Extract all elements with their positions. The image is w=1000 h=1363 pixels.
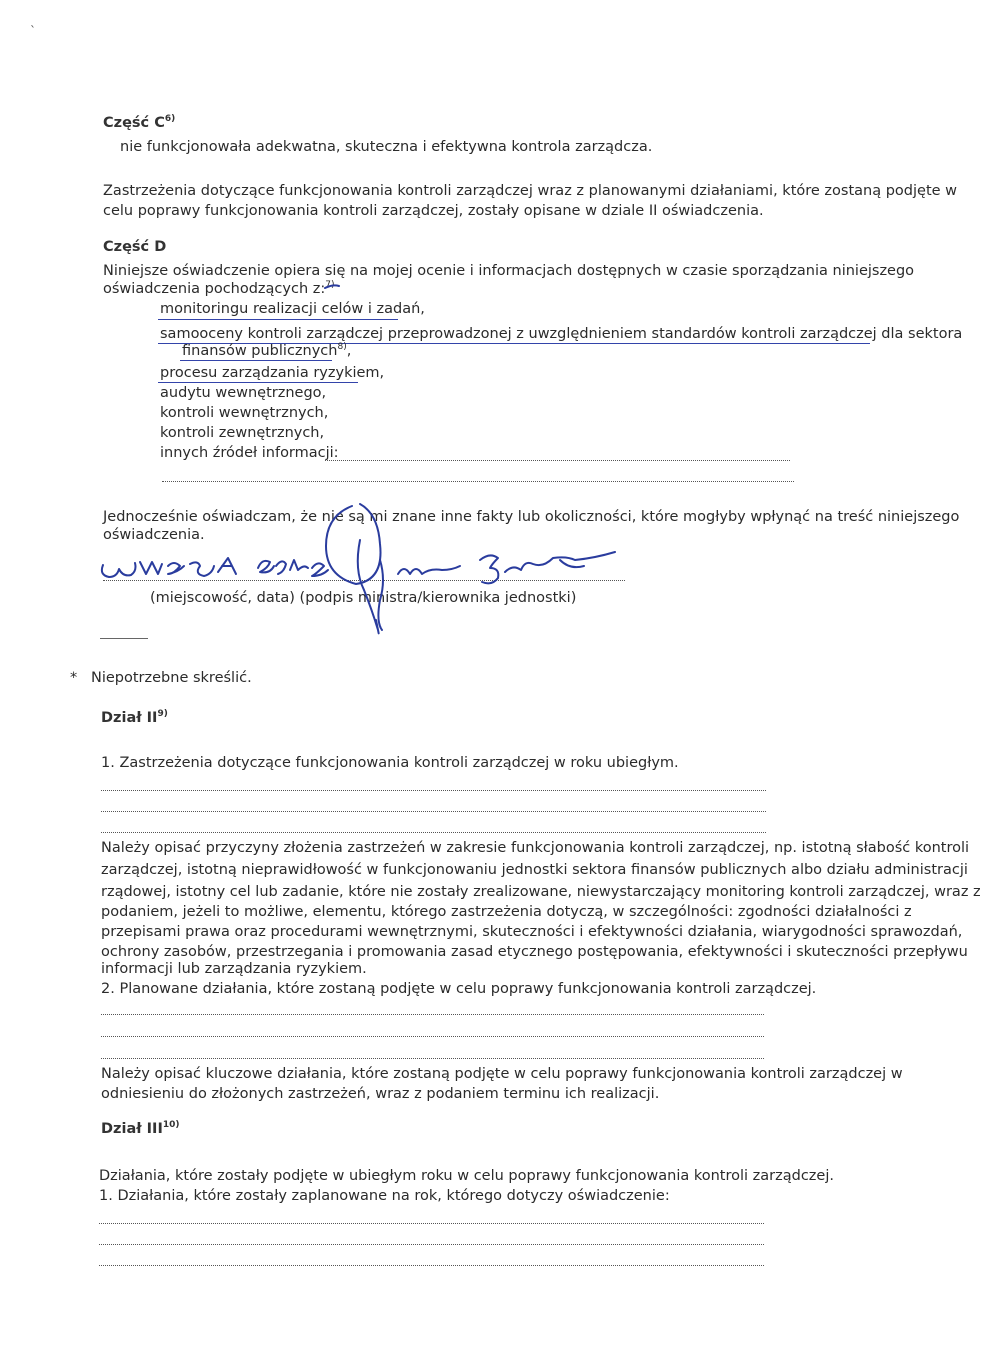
source-self-assessment-line2: finansów publicznych$^{8)}$, <box>182 342 352 359</box>
dzial-3-intro: Działania, które zostały podjęte w ubiegłym roku w celu poprawy funkcjonowania kontroli zarządczej. <box>99 1168 834 1184</box>
signature-label: (miejscowość, data) (podpis ministra/kierownika jednostki) <box>150 590 577 606</box>
source-other-info: innych źródeł informacji: <box>160 445 339 461</box>
dzial-2-item2: 2. Planowane działania, które zostaną podjęte w celu poprawy funkcjonowania kontroli zarządczej. <box>101 981 817 997</box>
part-d-intro-line1: Niniejsze oświadczenie opiera się na mojej ocenie i informacjach dostępnych w czasie sporządzania niniejszego <box>103 263 915 279</box>
part-c-heading: Część $C^{6)}$ <box>103 114 176 131</box>
fill-in-line <box>101 790 766 791</box>
dzial-2-desc1-line1: Należy opisać przyczyny złożenia zastrzeżeń w zakresie funkcjonowania kontroli zarządczej, np. istotną słabość kontroli <box>101 840 970 856</box>
footnote-text: Niepotrzebne skreślić. <box>91 670 252 686</box>
closing-statement-line2: oświadczenia. <box>103 527 205 543</box>
dzial-2-desc1-line7: informacji lub zarządzania ryzykiem. <box>101 961 367 977</box>
scan-speck: ` <box>30 24 36 38</box>
dzial-2-desc1-line4: podaniem, jeżeli to możliwe, elementu, którego zastrzeżenia dotyczą, w szczególności: zgodności działalności z <box>101 904 912 920</box>
dzial-2-desc2-line2: odniesieniu do złożonych zastrzeżeń, wraz z podaniem terminu ich realizacji. <box>101 1086 660 1102</box>
source-self-assessment-line1: samooceny kontroli zarządczej przeprowadzonej z uwzględnieniem standardów kontroli zarządczej dla sektora <box>160 326 963 342</box>
source-internal-audit: audytu wewnętrznego, <box>160 385 327 401</box>
footnote-separator <box>100 638 148 639</box>
part-c-paragraph-line2: celu poprawy funkcjonowania kontroli zarządczej, zostały opisane w dziale II oświadczenia. <box>103 203 764 219</box>
dzial-2-desc1-line5: przepisami prawa oraz procedurami wewnętrznymi, skuteczności i efektywności działania, wiarygodności sprawozdań, <box>101 924 963 940</box>
closing-statement-line1: Jednocześnie oświadczam, że nie są mi znane inne fakty lub okoliczności, które mogłyby wpłynąć na treść niniejszego <box>103 509 960 525</box>
part-d-heading: Część D <box>103 239 167 255</box>
dzial-3-item1: 1. Działania, które zostały zaplanowane na rok, którego dotyczy oświadczenie: <box>99 1188 670 1204</box>
dzial-2-desc1-line3: rządowej, istotny cel lub zadanie, które nie zostały zrealizowane, niewystarczający monitoring kontroli zarządczej, wraz z <box>101 884 981 900</box>
fill-in-line <box>101 811 766 812</box>
dzial-2-desc1-line6: ochrony zasobów, przestrzegania i promowania zasad etycznego postępowania, efektywności i skuteczności przepływu <box>101 944 968 960</box>
fill-in-line <box>101 1058 764 1059</box>
dzial-2-desc2-line1: Należy opisać kluczowe działania, które zostaną podjęte w celu poprawy funkcjonowania kontroli zarządczej w <box>101 1066 903 1082</box>
dzial-3-heading: Dział III$^{10)}$ <box>101 1120 180 1137</box>
fill-in-line <box>101 1014 764 1015</box>
fill-in-line <box>101 832 766 833</box>
dzial-2-item1: 1. Zastrzeżenia dotyczące funkcjonowania kontroli zarządczej w roku ubiegłym. <box>101 755 679 771</box>
fill-in-line <box>101 1036 764 1037</box>
source-external-controls: kontroli zewnętrznych, <box>160 425 325 441</box>
source-risk-management: procesu zarządzania ryzykiem, <box>160 365 385 381</box>
fill-in-line <box>99 1244 764 1245</box>
dzial-2-desc1-line2: zarządczej, istotną nieprawidłowość w funkcjonowaniu jednostki sektora finansów publicznych albo działu administracji <box>101 862 968 878</box>
part-d-intro-line2: oświadczenia pochodzących z:$^{7)}$ <box>103 280 335 297</box>
part-c-line: nie funkcjonowała adekwatna, skuteczna i efektywna kontrola zarządcza. <box>120 139 653 155</box>
fill-in-line <box>99 1265 764 1266</box>
dzial-2-heading: Dział II$^{9)}$ <box>101 709 168 726</box>
source-internal-controls: kontroli wewnętrznych, <box>160 405 329 421</box>
part-c-paragraph-line1: Zastrzeżenia dotyczące funkcjonowania kontroli zarządczej wraz z planowanymi działaniami, które zostaną podjęte w <box>103 183 958 199</box>
source-monitoring: monitoringu realizacji celów i zadań, <box>160 301 425 317</box>
footnote-star: * <box>70 670 78 686</box>
fill-in-line <box>99 1223 764 1224</box>
